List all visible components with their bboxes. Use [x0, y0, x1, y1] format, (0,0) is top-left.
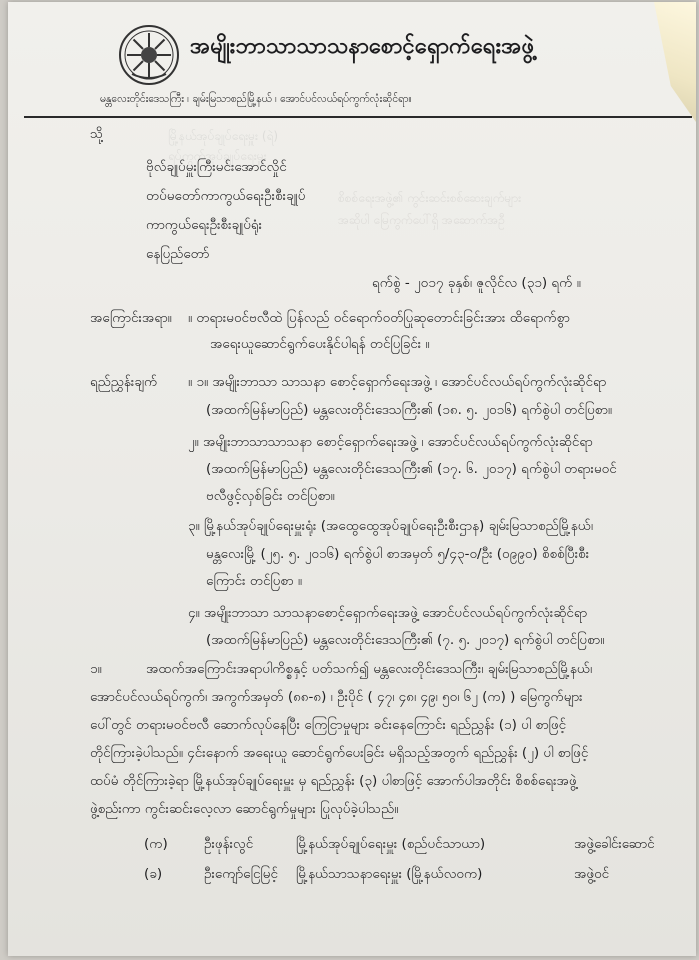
- member-name: ဦးဖုန်းလွင်: [204, 836, 254, 852]
- reference-item: ၃။ မြို့နယ်အုပ်ချုပ်ရေးမှူးရုံး (အထွေထွေအုပ်ချုပ်ရေးဦးစီးဌာန) ချမ်းမြသာစည်မြို့နယ်၊: [188, 518, 594, 534]
- letter-date: ရက်စွဲ - ၂၀၁၇ ခုနှစ်၊ ဇူလိုင်လ (၃၁) ရက် ။: [372, 275, 581, 291]
- recipient-line: ဗိုလ်ချုပ်မှူးကြီးမင်းအောင်လှိုင်: [146, 159, 287, 175]
- paragraph-line: တိုင်ကြားခဲ့ပါသည်။ ၄င်းနောက် အရေးယူ ဆောင်ရွက်ပေးခြင်း မရှိသည့်အတွက် ရည်ညွှန်း (၂) ပါ စာဖြင့်: [90, 745, 589, 761]
- reference-item: ။ ၁။ အမျိုးဘာသာ သာသနာ စောင့်ရှောက်ရေးအဖွဲ့ ၊ အောင်ပင်လယ်ရပ်ကွက်လုံးဆိုင်ရာ: [188, 374, 607, 390]
- member-mark: (ခ): [144, 866, 163, 882]
- reference-item: ၂။ အမျိုးဘာသာသာသနာ စောင့်ရှောက်ရေးအဖွဲ့ ၊ အောင်ပင်လယ်ရပ်ကွက်လုံးဆိုင်ရာ: [188, 434, 593, 450]
- subject-line: ။ တရားမဝင်ဗလီထဲ ပြန်လည် ဝင်ရောက်ဝတ်ပြုဆုတောင်းခြင်းအား ထိရောက်စွာ: [188, 310, 570, 326]
- paragraph-line: ထပ်မံ တိုင်ကြားခဲ့ရာ မြို့နယ်အုပ်ချုပ်ရေးမှူး မှ ရည်ညွှန်း (၃) ပါစာဖြင့် အောက်ပါအတိုင်း စိစစ်ရေးအဖွဲ့: [90, 773, 577, 789]
- reference-item: (အထက်မြန်မာပြည်) မန္တလေးတိုင်းဒေသကြီး၏ (၁၇. ၆. ၂၀၁၇) ရက်စွဲပါ တရားမဝင်: [206, 461, 617, 477]
- member-role: အဖွဲ့ခေါင်းဆောင်: [574, 836, 655, 852]
- subject-line: အရေးယူဆောင်ရွက်ပေးနိုင်ပါရန် တင်ပြခြင်း ။: [210, 336, 430, 352]
- recipient-line: ကာကွယ်ရေးဦးစီးချုပ်ရုံး: [146, 217, 263, 233]
- reference-item: (အထက်မြန်မာပြည်) မန္တလေးတိုင်းဒေသကြီး၏ (၇. ၅. ၂၀၁၇) ရက်စွဲပါ တင်ပြစာ။: [206, 632, 605, 648]
- recipient-line: တပ်မတော်ကာကွယ်ရေးဦးစီးချုပ်: [146, 188, 306, 204]
- subject-label: အကြောင်းအရာ။: [90, 310, 172, 326]
- member-role: အဖွဲ့ဝင်: [574, 866, 610, 882]
- bleed-through-text: မြို့နယ်အုပ်ချုပ်ရေးမှူး (ရဲ): [168, 129, 279, 143]
- member-name: ဦးကျော်ငြေမြင့်: [204, 866, 278, 882]
- organization-name: အမျိုးဘာသာသာသနာစောင့်ရှောက်ရေးအဖွဲ့: [190, 34, 535, 59]
- bleed-through-text: ရပ်ကွက်အုပ်ချုပ်ရေးမှူး: [168, 149, 267, 163]
- reference-item: ဗလီဖွင့်လှစ်ခြင်း တင်ပြစာ။: [206, 488, 335, 504]
- paragraph-line: အောင်ပင်လယ်ရပ်ကွက်၊ အကွက်အမှတ် (၈၈-၈) ၊ ဦးပိုင် ( ၄၇၊ ၄၈၊ ၄၉၊ ၅၀၊ ၆၂ (က) ) မြေကွက်များ: [90, 689, 583, 705]
- bleed-through-text: စိစစ်ရေးအဖွဲ့၏ ကွင်းဆင်းစစ်ဆေးချက်များ: [338, 191, 522, 205]
- member-mark: (က): [144, 836, 168, 852]
- paragraph-number: ၁။: [90, 661, 102, 677]
- recipient-line: နေပြည်တော်: [146, 246, 210, 262]
- reference-item: ၄။ အမျိုးဘာသာ သာသနာစောင့်ရှောက်ရေးအဖွဲ့ အောင်ပင်လယ်ရပ်ကွက်လုံးဆိုင်ရာ: [188, 605, 588, 621]
- member-title: မြို့နယ်အုပ်ချုပ်ရေးမှူး (စည်ပင်သာယာ): [296, 836, 486, 852]
- bleed-through-text: အဆိုပါ မြေကွက်ပေါ်ရှိ အဆောက်အဦ: [338, 213, 505, 227]
- paragraph-line: အထက်အကြောင်းအရာပါကိစ္စနှင့် ပတ်သက်၍ မန္တလေးတိုင်းဒေသကြီး၊ ချမ်းမြသာစည်မြို့နယ်၊: [146, 661, 593, 677]
- reference-label: ရည်ညွှန်းချက်: [90, 374, 158, 390]
- paragraph-line: ဖွဲ့စည်းကာ ကွင်းဆင်းလေ့လာ ဆောင်ရွက်မှုများ ပြုလုပ်ခဲ့ပါသည်။: [90, 801, 399, 817]
- member-title: မြို့နယ်သာသနာရေးမှူး (မြို့နယ်လဝက): [296, 866, 483, 882]
- folded-corner: [654, 2, 696, 122]
- header-divider: [24, 116, 692, 118]
- reference-item: (အထက်မြန်မာပြည်) မန္တလေးတိုင်းဒေသကြီး၏ (၁၈. ၅. ၂၀၁၆) ရက်စွဲပါ တင်ပြစာ။: [206, 402, 613, 418]
- to-label: သို့: [90, 126, 104, 142]
- organization-address: မန္တလေးတိုင်းဒေသကြီး ၊ ချမ်းမြသာစည်မြို့နယ် ၊ အောင်ပင်လယ်ရပ်ကွက်လုံးဆိုင်ရာ။: [100, 93, 412, 105]
- organization-seal-icon: [118, 24, 180, 86]
- paragraph-line: ပေါ်တွင် တရားမဝင်ဗလီ ဆောက်လုပ်နေပြီး ကြေငြာမှုများ ခင်းနေကြောင်း ရည်ညွှန်း (၁) ပါ စာဖြင့်: [90, 717, 567, 733]
- reference-item: မန္တလေးမြို့ (၂၅. ၅. ၂၀၁၆) ရက်စွဲပါ စာအမှတ် ၅/၄၃-၀/ဦး (၀၉၉၀) စိစစ်ပြီးစီး: [206, 546, 590, 562]
- reference-item: ကြောင်း တင်ပြစာ ။: [206, 573, 302, 589]
